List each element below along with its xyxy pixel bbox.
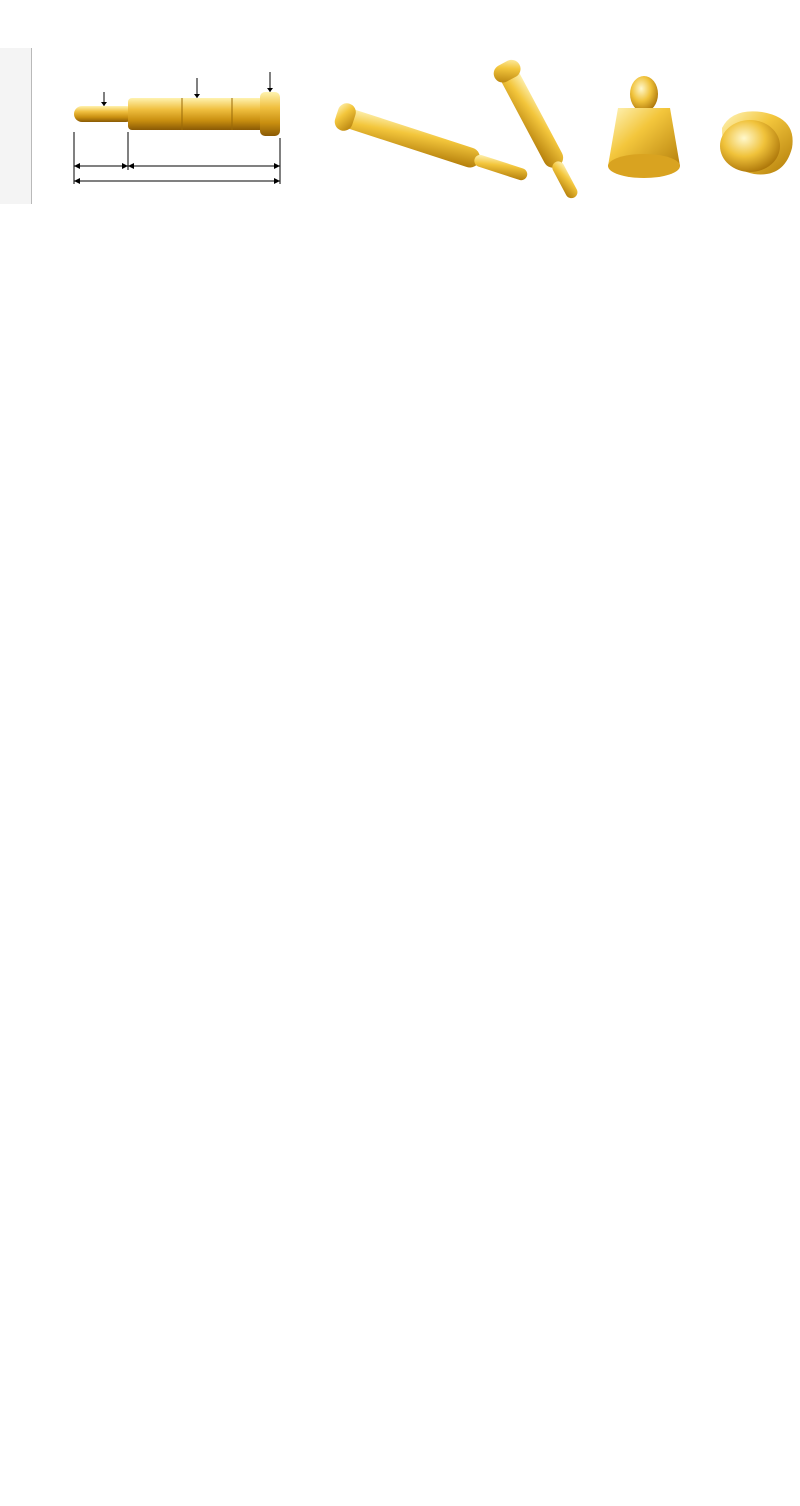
pin-photo-flat — [720, 111, 793, 174]
row-number — [0, 48, 32, 204]
pin-photo-long — [332, 57, 586, 204]
pin-photo-short — [608, 76, 680, 178]
product-image-row — [32, 48, 800, 204]
dimensioned-pin — [74, 72, 280, 184]
pogo-pin-diagram — [32, 48, 800, 204]
